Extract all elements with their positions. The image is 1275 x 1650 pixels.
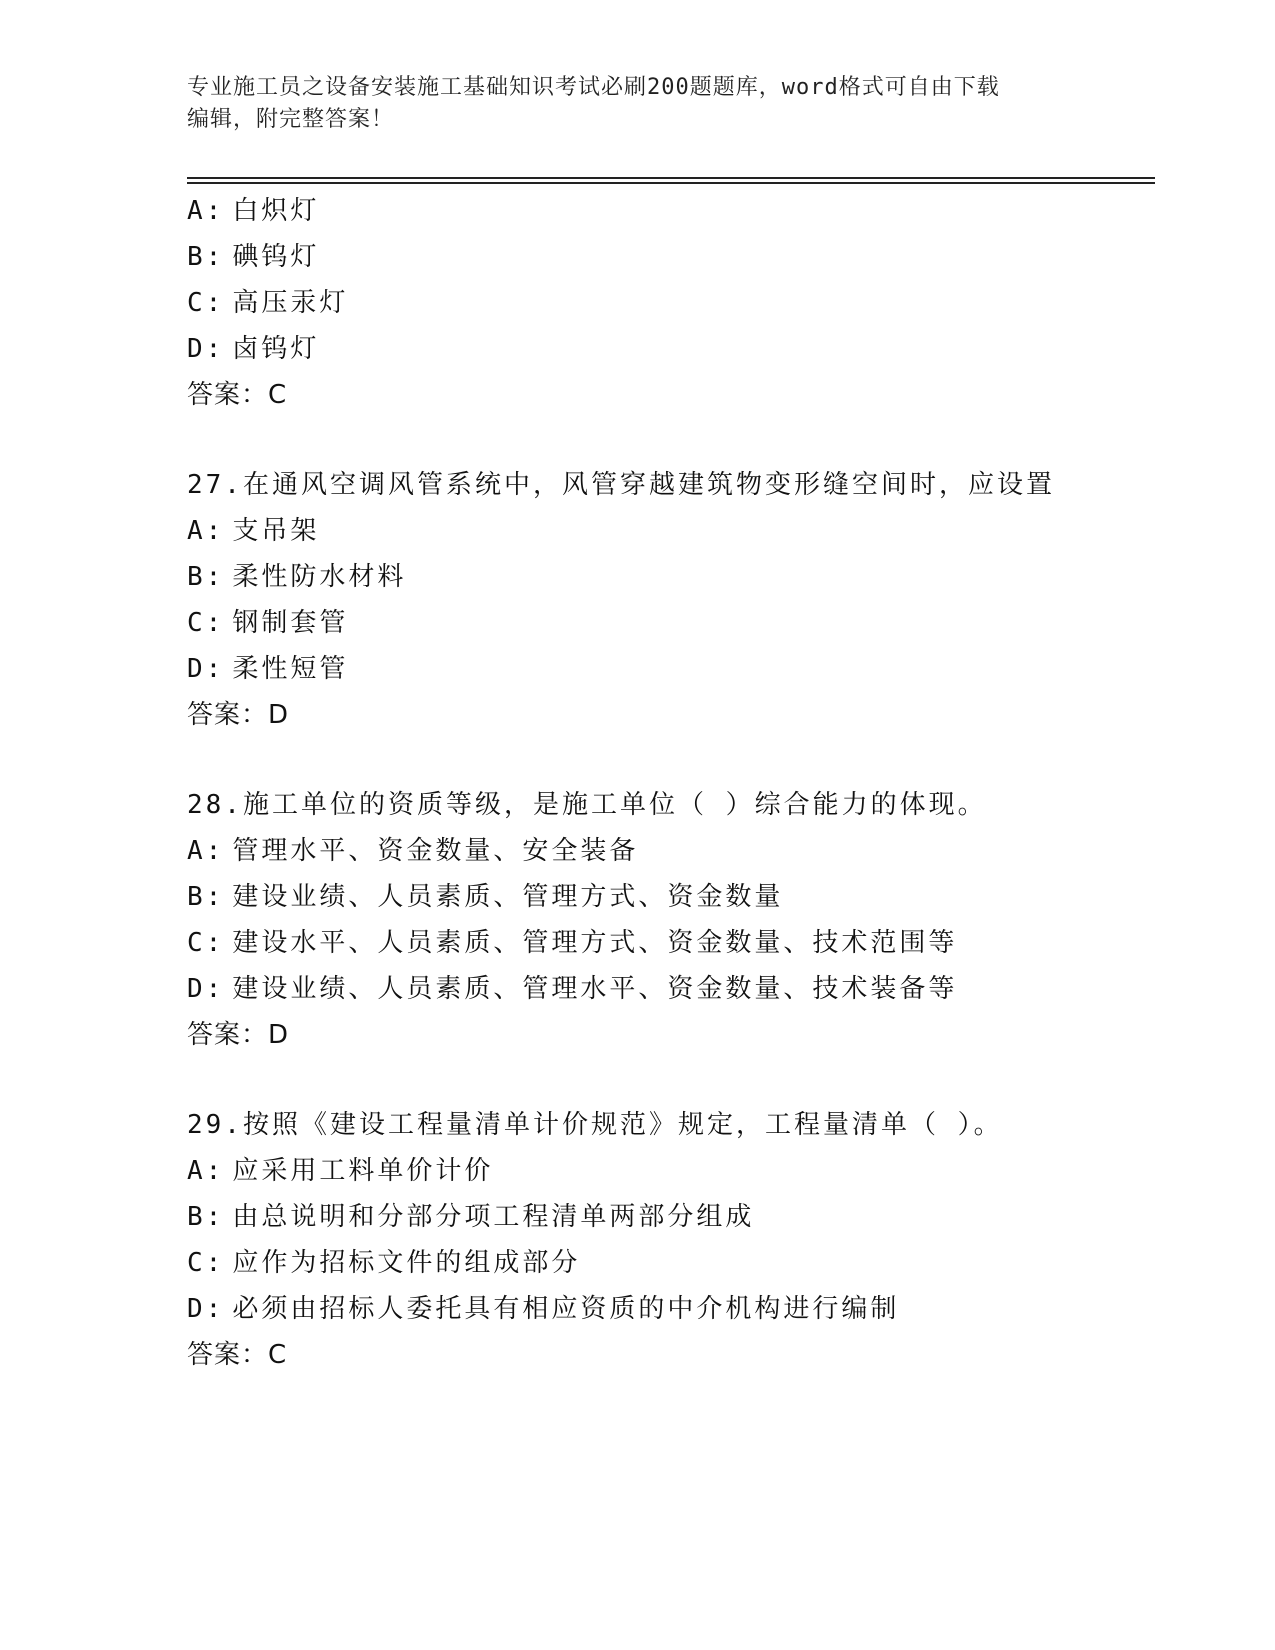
answer: 答案：D	[187, 700, 290, 730]
option-c: C: 高压汞灯	[187, 288, 349, 318]
answer: 答案：D	[187, 1020, 290, 1050]
option-b: B: 建设业绩、人员素质、管理方式、资金数量	[187, 882, 784, 912]
option-a: A: 应采用工料单价计价	[187, 1156, 494, 1186]
header-line-2: 编辑，附完整答案！	[187, 107, 395, 132]
question-26	[187, 188, 1155, 418]
option-d: D: 柔性短管	[187, 654, 349, 684]
option-c: C: 应作为招标文件的组成部分	[187, 1248, 581, 1278]
option-a: A: 管理水平、资金数量、安全装备	[187, 836, 639, 866]
option-a: A: 支吊架	[187, 516, 320, 546]
question-27	[187, 462, 1155, 738]
header-line-1: 专业施工员之设备安装施工基础知识考试必刷200题题库，word格式可自由下载	[187, 75, 1000, 100]
question-text: 27.在通风空调风管系统中，风管穿越建筑物变形缝空间时，应设置	[187, 470, 1055, 500]
header-rule-bottom	[187, 182, 1155, 184]
question-28	[187, 782, 1155, 1058]
option-a: A: 白炽灯	[187, 196, 320, 226]
question-list	[187, 188, 1155, 1378]
option-b: B: 碘钨灯	[187, 242, 320, 272]
option-d: D: 必须由招标人委托具有相应资质的中介机构进行编制	[187, 1294, 900, 1324]
question-29	[187, 1102, 1155, 1378]
question-text: 29.按照《建设工程量清单计价规范》规定，工程量清单（ ）。	[187, 1110, 1003, 1140]
option-d: D: 卤钨灯	[187, 334, 320, 364]
answer: 答案：C	[187, 380, 288, 410]
answer: 答案：C	[187, 1340, 288, 1370]
document-header	[187, 72, 1087, 136]
option-d: D: 建设业绩、人员素质、管理水平、资金数量、技术装备等	[187, 974, 958, 1004]
option-c: C: 建设水平、人员素质、管理方式、资金数量、技术范围等	[187, 928, 958, 958]
header-rule-top	[187, 177, 1155, 179]
option-b: B: 柔性防水材料	[187, 562, 407, 592]
option-c: C: 钢制套管	[187, 608, 349, 638]
question-text: 28.施工单位的资质等级，是施工单位（ ）综合能力的体现。	[187, 790, 987, 820]
option-b: B: 由总说明和分部分项工程清单两部分组成	[187, 1202, 755, 1232]
